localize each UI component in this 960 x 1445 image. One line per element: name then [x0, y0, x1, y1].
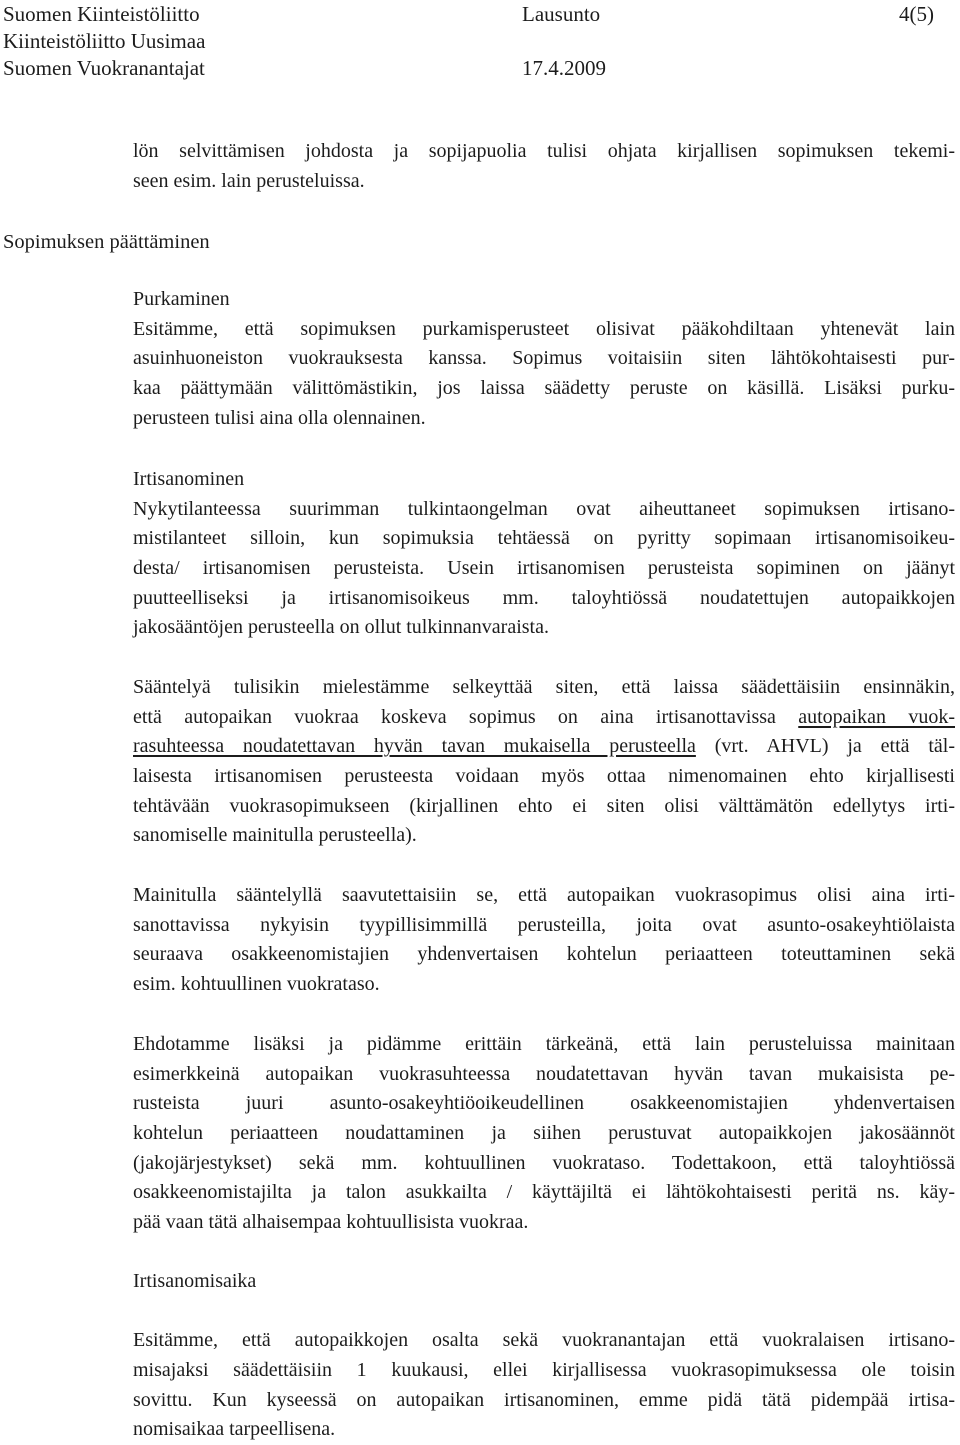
text-line: Esitämme, että autopaikkojen osalta sekä vuokranantajan että vuokralaisen irtisano-: [133, 1329, 955, 1352]
text-line: misajaksi säädettäisiin 1 kuukausi, ellei kirjallisessa vuokrasopimuksessa ole toisin: [133, 1359, 955, 1382]
text-line: perusteen tulisi aina olla olennainen.: [133, 406, 426, 429]
text-line: jakosääntöjen perusteella on ollut tulkinnanvaraista.: [133, 616, 549, 639]
sender-organization-2: Kiinteistöliitto Uusimaa: [3, 29, 206, 53]
text-line: desta/ irtisanomisen perusteista. Usein irtisanomisen perusteista sopiminen on jäänyt: [133, 557, 955, 580]
text-line: sovittu. Kun kyseessä on autopaikan irtisanominen, emme pidä tätä pidempää irtisa-: [133, 1388, 955, 1411]
subheading-irtisanomisaika: Irtisanomisaika: [133, 1270, 257, 1292]
sender-organization-3: Suomen Vuokranantajat: [3, 56, 205, 80]
paragraph-saantely: [133, 673, 955, 851]
underlined-text: autopaikan vuok-: [798, 705, 955, 728]
sender-organization: Suomen Kiinteistöliitto: [3, 2, 200, 26]
text-line: kaa päättymään välittömästikin, jos laissa säädetty peruste on käsillä. Lisäksi purku-: [133, 377, 955, 400]
text-line: lön selvittämisen johdosta ja sopijapuolia tulisi ohjata kirjallisen sopimuksen tekemi-: [133, 140, 955, 162]
subheading-irtisanominen: Irtisanominen: [133, 468, 245, 490]
text-line: sanomiselle mainitulla perusteella).: [133, 824, 417, 847]
text-line: Ehdotamme lisäksi ja pidämme erittäin tärkeänä, että lain perusteluissa mainitaan: [133, 1033, 955, 1055]
text-span: että autopaikan vuokraa koskeva sopimus on aina irtisanottavissa: [133, 705, 799, 728]
subheading-purkaminen: Purkaminen: [133, 288, 230, 310]
underlined-text: rasuhteessa noudatettavan hyvän tavan mukaisella perusteella: [133, 735, 696, 758]
text-line: seen esim. lain perusteluissa.: [133, 169, 365, 192]
text-line: esim. kohtuullinen vuokrataso.: [133, 973, 380, 996]
paragraph-mainitulla: [133, 881, 955, 1000]
text-line: kohtelun periaatteen noudattaminen ja siihen perustuvat autopaikkojen jakosäännöt: [133, 1122, 955, 1145]
text-line: Mainitulla sääntelyllä saavutettaisiin se, että autopaikan vuokrasopimus olisi aina irti-: [133, 884, 955, 906]
text-line: (jakojärjestykset) sekä mm. kohtuullinen vuokrataso. Todettakoon, että taloyhtiössä: [133, 1151, 955, 1174]
irtisanomisaika-block: [133, 1267, 955, 1445]
text-line: seuraava osakkeenomistajien yhdenvertaisen kohtelun periaatteen toteuttaminen sekä: [133, 943, 955, 966]
document-date: 17.4.2009: [522, 56, 606, 80]
text-line-with-underline: [133, 703, 955, 733]
section-title: Sopimuksen päättäminen: [3, 231, 210, 253]
text-line: laisesta irtisanomisen perusteesta voidaan myös ottaa nimenomainen ehto kirjallisesti: [133, 765, 955, 788]
irtisanominen-block: [133, 465, 955, 643]
text-line: osakkeenomistajilta ja talon asukkailta / käyttäjiltä ei lähtökohtaisesti peritä ns. käy-: [133, 1181, 955, 1204]
text-line: Sääntelyä tulisikin mielestämme selkeyttää siten, että laissa säädettäisiin ensinnäkin,: [133, 676, 955, 698]
text-line: mistilanteet silloin, kun sopimuksia tehtäessä on pyritty sopimaan irtisanomisoikeu-: [133, 527, 955, 550]
text-line: asuinhuoneiston vuokrauksesta kanssa. Sopimus voitaisiin siten lähtökohtaisesti pur-: [133, 347, 955, 370]
text-line: pää vaan tätä alhaisempaa kohtuullisista vuokraa.: [133, 1211, 529, 1234]
paragraph-ehdotamme: [133, 1030, 955, 1238]
text-line: esimerkkeinä autopaikan vuokrasuhteessa noudatettavan hyvän tavan mukaisista pe-: [133, 1062, 955, 1085]
spacer: [133, 1297, 955, 1327]
text-line: tehtävään vuokrasopimukseen (kirjallinen ehto ei siten olisi välttämätön edellytys irti-: [133, 794, 955, 817]
intro-paragraph: [133, 137, 955, 196]
document-type: Lausunto: [522, 2, 601, 26]
text-line: nomisaikaa tarpeellisena.: [133, 1418, 336, 1441]
page-number: 4(5): [899, 2, 934, 26]
text-line: Esitämme, että sopimuksen purkamisperusteet olisivat pääkohdiltaan yhtenevät lain: [133, 317, 955, 340]
text-line: rusteista juuri asunto-osakeyhtiöoikeudellinen osakkeenomistajien yhdenvertaisen: [133, 1092, 955, 1115]
text-span: (vrt. AHVL) ja että täl-: [695, 735, 956, 758]
text-line: Nykytilanteessa suurimman tulkintaongelman ovat aiheuttaneet sopimuksen irtisano-: [133, 497, 955, 520]
text-line: sanottavissa nykyisin tyypillisimmillä perusteilla, joita ovat asunto-osakeyhtiölaista: [133, 913, 955, 936]
purkaminen-block: [133, 285, 955, 433]
text-line-with-underline: [133, 732, 955, 762]
text-line: puutteelliseksi ja irtisanomisoikeus mm. taloyhtiössä noudatettujen autopaikkojen: [133, 586, 955, 609]
